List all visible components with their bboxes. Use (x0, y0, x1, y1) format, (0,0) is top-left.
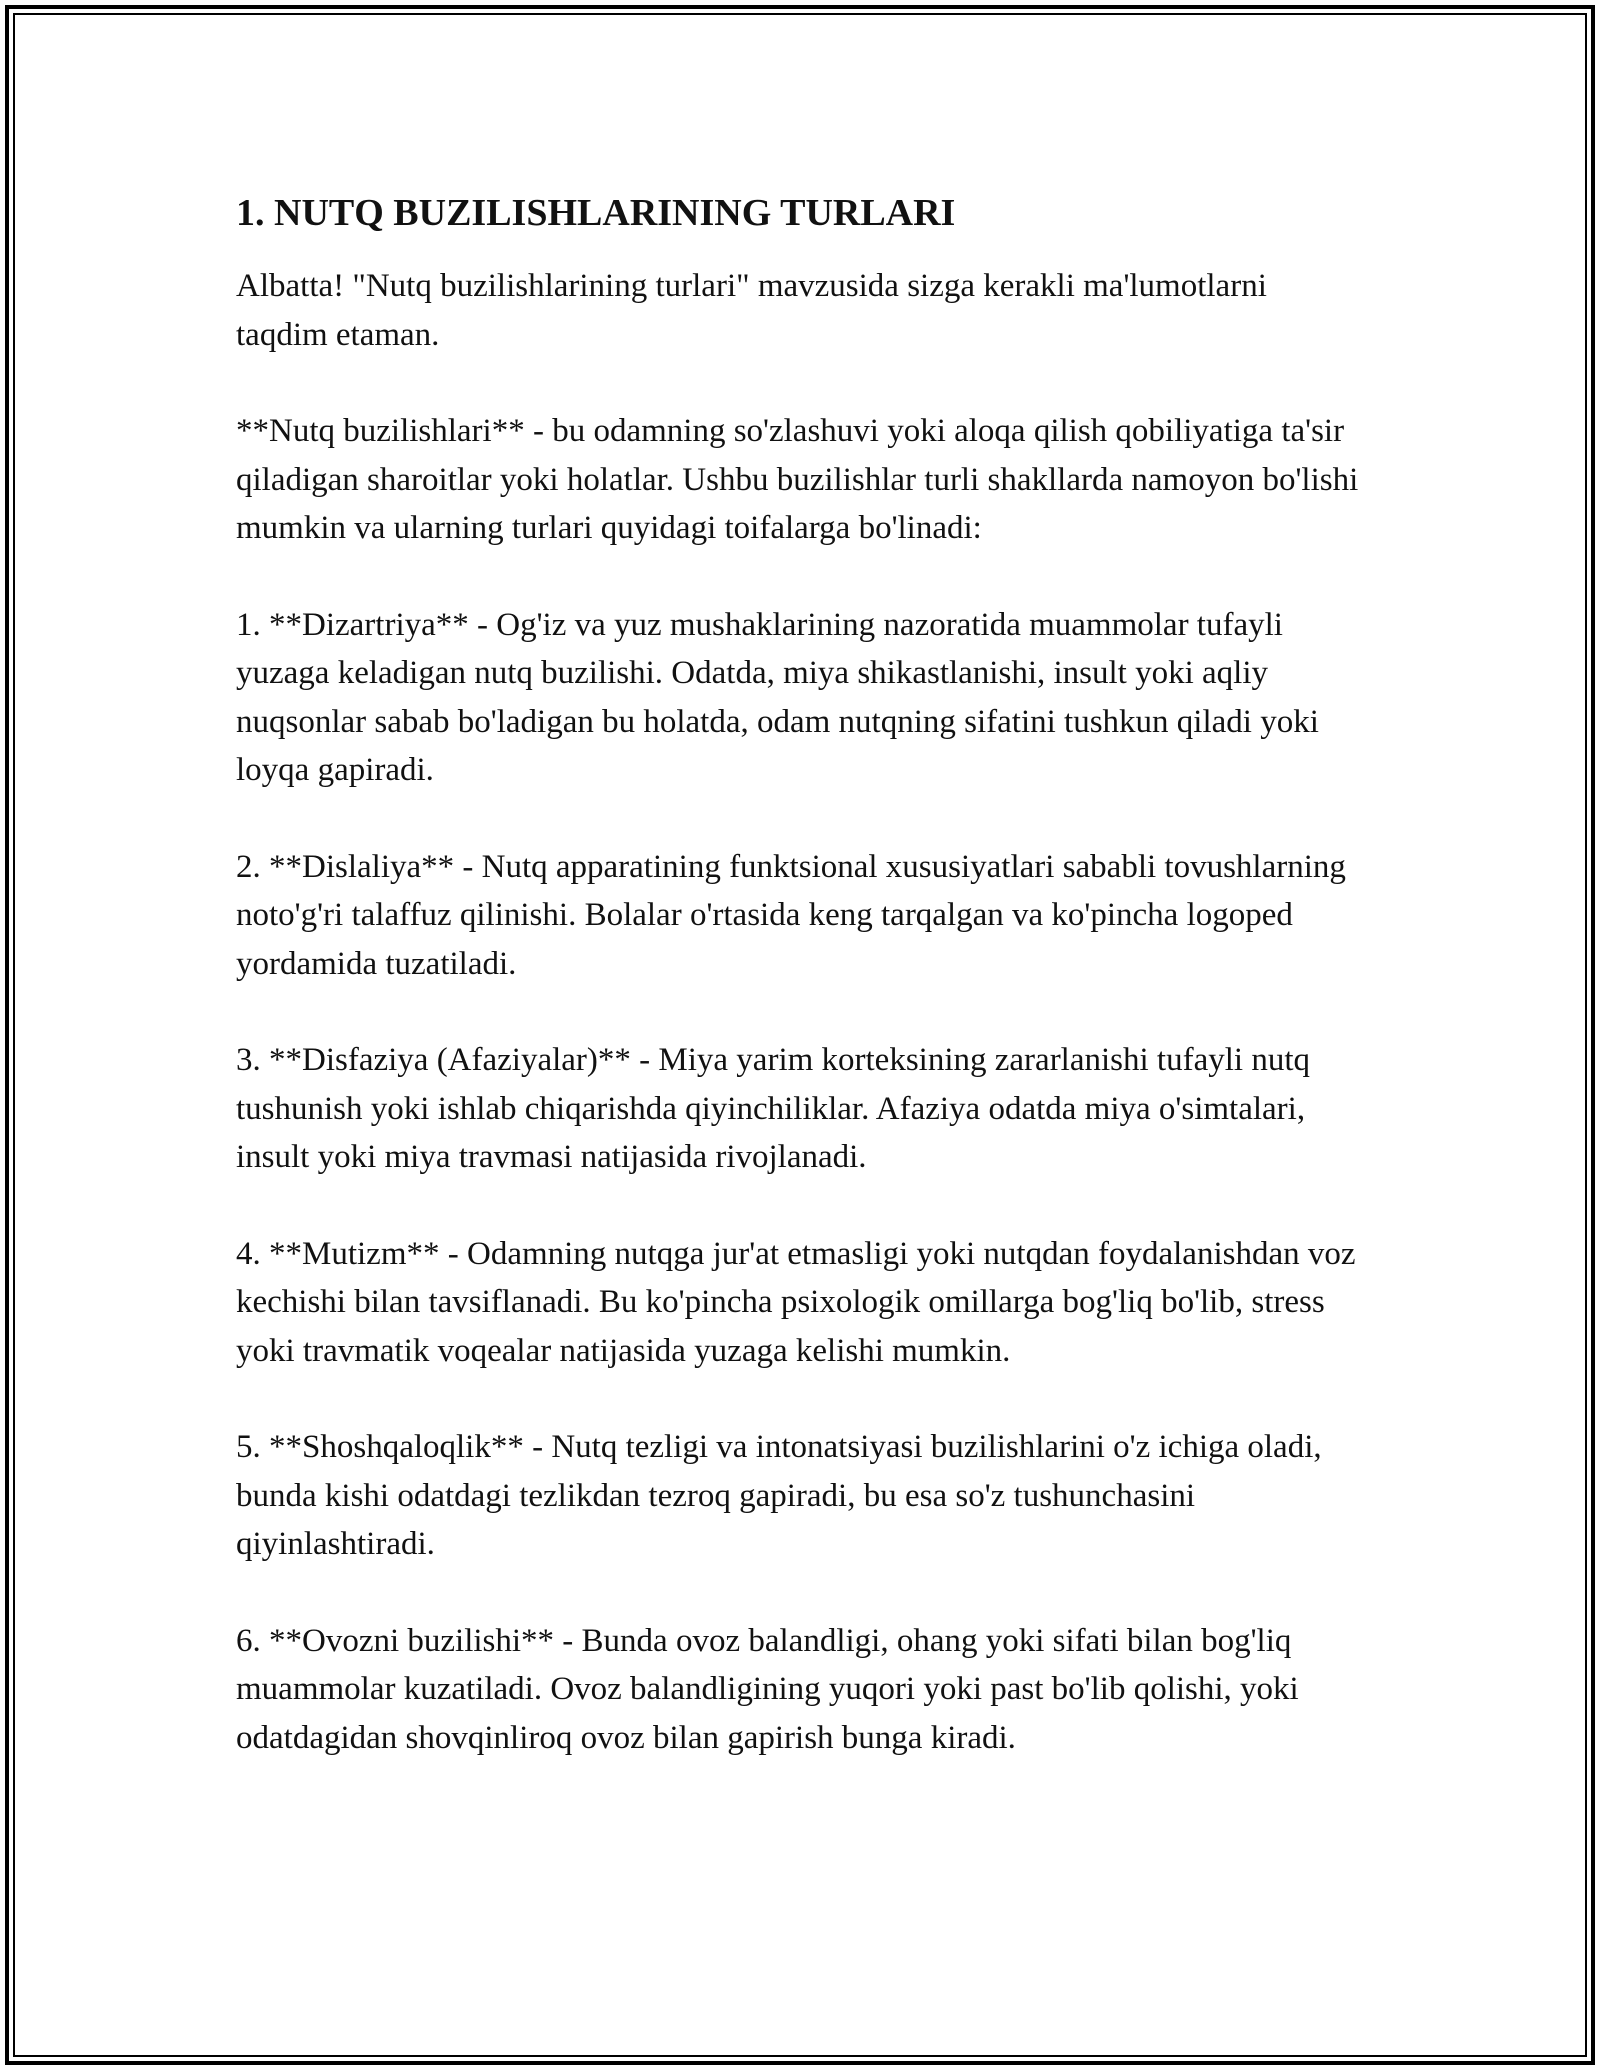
list-item-shoshqaloqlik: 5. **Shoshqaloqlik** - Nutq tezligi va intonatsiyasi buzilishlarini o'z ichiga oladi, bunda kishi odatdagi tezlikdan tezroq gapiradi, bu esa so'z tushunchasini qiyinlashtiradi. (236, 1429, 1322, 1562)
document-body (236, 186, 1366, 1762)
list-item-disfaziya: 3. **Disfaziya (Afaziyalar)** - Miya yarim korteksining zararlanishi tufayli nutq tushunish yoki ishlab chiqarishda qiyinchiliklar. Afaziya odatda miya o'simtalari, insult yoki miya travmasi natijasida rivojlanadi. (236, 1042, 1310, 1175)
list-item-dizartriya: 1. **Dizartriya** - Og'iz va yuz mushaklarining nazoratida muammolar tufayli yuzaga keladigan nutq buzilishi. Odatda, miya shikastlanishi, insult yoki aqliy nuqsonlar sabab bo'ladigan bu holatda, odam nutqning sifatini tushkun qiladi yoki loyqa gapiradi. (236, 606, 1319, 788)
list-item-mutizm: 4. **Mutizm** - Odamning nutqga jur'at etmasligi yoki nutqdan foydalanishdan voz kechishi bilan tavsiflanadi. Bu ko'pincha psixologik omillarga bog'liq bo'lib, stress yoki travmatik voqealar natijasida yuzaga kelishi mumkin. (236, 1235, 1356, 1369)
document-title: 1. NUTQ BUZILISHLARINING TURLARI (236, 192, 956, 234)
paragraph-intro: Albatta! "Nutq buzilishlarining turlari" mavzusida sizga kerakli ma'lumotlarni taqdim etaman. (236, 268, 1267, 353)
list-item-dislaliya: 2. **Dislaliya** - Nutq apparatining funktsional xususiyatlari sababli tovushlarning noto'g'ri talaffuz qilinishi. Bolalar o'rtasida keng tarqalgan va ko'pincha logoped yordamida tuzatiladi. (236, 848, 1346, 982)
list-item-ovozni-buzilishi: 6. **Ovozni buzilishi** - Bunda ovoz balandligi, ohang yoki sifati bilan bog'liq muammolar kuzatiladi. Ovoz balandligining yuqori yoki past bo'lib qolishi, yoki odatdagidan shovqinliroq ovoz bilan gapirish bunga kiradi. (236, 1622, 1299, 1756)
paragraph-definition: **Nutq buzilishlari** - bu odamning so'zlashuvi yoki aloqa qilish qobiliyatiga ta'sir qiladigan sharoitlar yoki holatlar. Ushbu buzilishlar turli shakllarda namoyon bo'lishi mumkin va ularning turlari quyidagi toifalarga bo'linadi: (236, 413, 1359, 546)
